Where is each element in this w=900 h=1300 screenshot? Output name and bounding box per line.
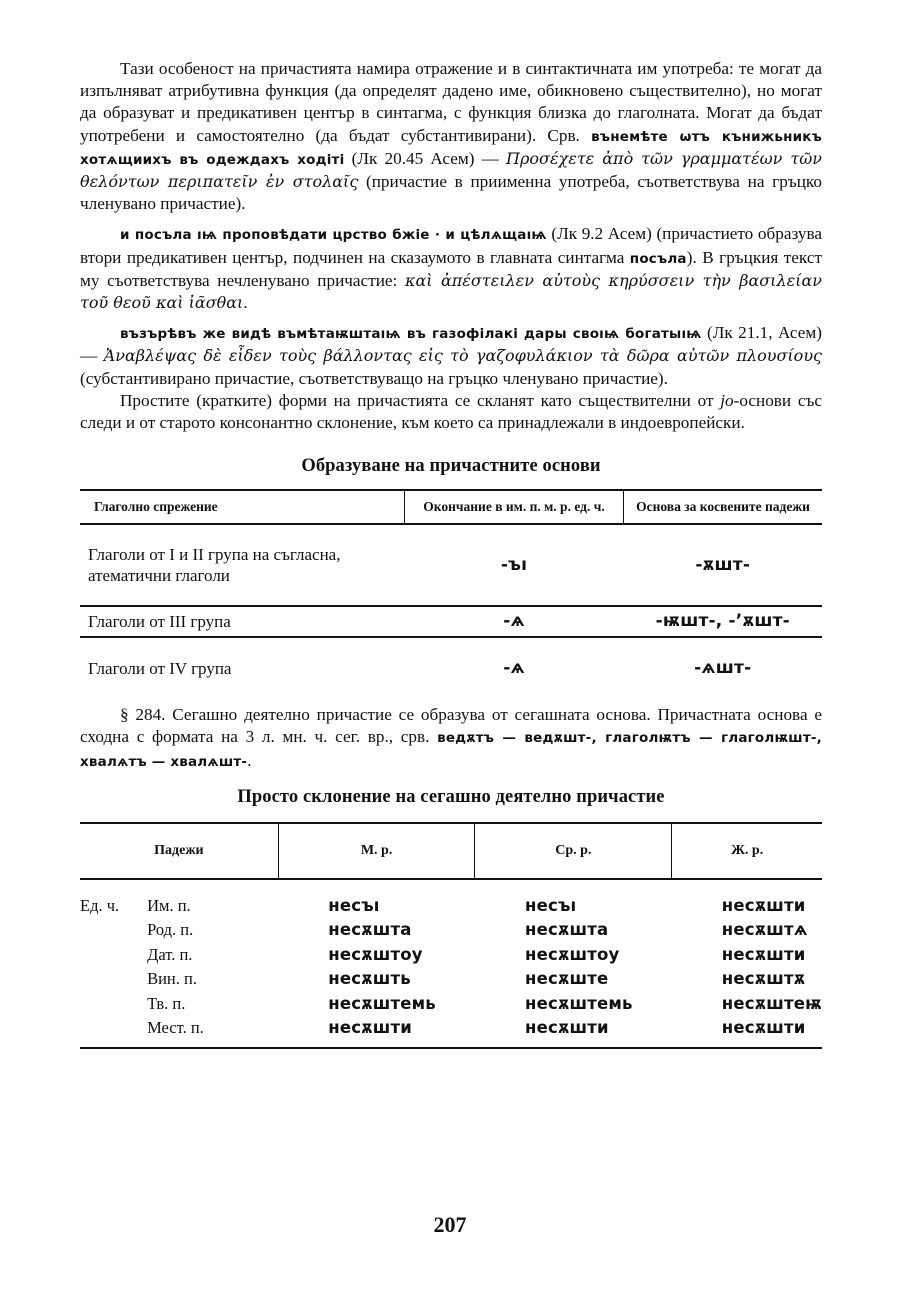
column-header: Основа за косвените падежи [624, 490, 823, 524]
paragraph-participle-syntax [80, 58, 822, 215]
cell-conjugation: Глаголи от IV група [88, 658, 232, 678]
reference: (Лк 9.2 Асем) (причастието образува втори предикативен център, подчинен на сказаумото в главната синтагма [80, 224, 822, 267]
neuter-form: несѫштемь [524, 993, 633, 1013]
page-number: 207 [433, 1212, 467, 1237]
neuter-form: несѫшти [475, 1016, 672, 1048]
feminine-form: несѫшти [672, 1016, 822, 1048]
declension-body [80, 879, 822, 1048]
table-row [80, 943, 822, 968]
number-label [80, 1016, 147, 1048]
paragraph-tail: (субстантивирано причастие, съответствуващо на гръцко членувано причастие). [80, 368, 668, 388]
neuter-form: несѫште [524, 969, 609, 989]
column-header: М. р. [278, 823, 475, 879]
case-label: Тв. п. [147, 993, 186, 1013]
paragraph-text: Простите (кратките) форми на причастията се скланят като съществителни от [120, 390, 721, 410]
feminine-form: несѫшти [721, 895, 806, 915]
masculine-form: несѫшти [278, 1016, 475, 1048]
cell-ending: -ъı [500, 554, 528, 575]
paragraph-short-forms [80, 390, 822, 434]
column-header: Окончание в им. п. м. р. ед. ч. [405, 490, 624, 524]
italic-term: jo [720, 390, 734, 410]
greek-quote: καὶ ἀπέστειλεν αὐτοὺς κηρύσσειν τὴν βασιλείαν τοῦ θεοῦ καὶ ἰᾶσθαι [80, 270, 822, 313]
paragraph-text: § 284. Сегашно деятелно причастие се образува от сегашната основа. Причастната основа е сходна с формата на 3 л. мн. ч. сег. вр., срв. [80, 705, 822, 747]
declension-table [80, 822, 822, 1049]
reference: (Лк 21.1, Асем) — [80, 323, 822, 366]
greek-quote: Ἀναβλέψας δὲ εἶδεν τοὺς βάλλοντας εἰς τὸ γαζοφυλάκιον τὰ δῶρα αὐτῶν πλουσίους [103, 346, 823, 366]
feminine-form: несѫшти [721, 944, 806, 964]
paragraph-tail: . [247, 750, 252, 770]
greek-quote: Προσέχετε ἀπὸ τῶν γραμματέων τῶν θελόντων περιπατεῖν ἐν στολαῖς [80, 148, 822, 192]
paragraph-example-luke-21 [80, 322, 822, 390]
case-label: Дат. п. [147, 944, 193, 964]
table-header-row [80, 823, 822, 879]
cell-stem: -ѭшт-, -’ѫшт- [624, 606, 823, 637]
cell-conjugation: Глаголи от III група [80, 606, 405, 637]
table-row [80, 879, 822, 919]
paragraph-example-luke-9 [80, 223, 822, 314]
old-slavonic-word: посъла [629, 250, 687, 267]
old-slavonic-quote: възърѣвъ же видѣ въмѣтаѭштаıѩ въ газофілакі дары своıѩ богатыıѩ [120, 326, 702, 343]
cell-ending: -ѧ [503, 657, 525, 678]
paragraph-tail: (причастие в приименна употреба, съответствува на гръцко членувано причастие). [80, 172, 822, 214]
case-label: Род. п. [147, 920, 194, 940]
table-row [80, 967, 822, 992]
number-label [80, 992, 147, 1017]
paragraph-section-284 [80, 704, 822, 773]
table-row [80, 918, 822, 943]
number-label [80, 967, 147, 992]
participle-stems-table [80, 489, 822, 698]
cell-stem: -ѫшт- [695, 554, 751, 575]
feminine-form: несѫштеѭ [721, 993, 822, 1013]
masculine-form: несѫштемь [328, 993, 436, 1013]
column-header: Падежи [80, 823, 278, 879]
cell-stem: -ѧшт- [694, 657, 752, 678]
neuter-form: несъı [524, 895, 577, 915]
case-label: Мест. п. [147, 1016, 278, 1048]
column-header: Ж. р. [672, 823, 822, 879]
table-row [80, 992, 822, 1017]
paragraph-text: ). В гръцкия текст му съответствува нечленувано причастие: [80, 247, 822, 290]
paragraph-text: Тази особеност на причастията намира отражение и в синтактичната им употреба: те могат да изпълняват атрибутивна функция (да определят дадено име, обикновено съществително), но могат да образуват и предикативен център в синтагма, с функция близка до глаголната. Могат да бъдат употребени и самостоятелно (да бъдат субстантивирани). Срв. [80, 59, 822, 145]
masculine-form: несѫшть [328, 969, 411, 989]
masculine-form: несѫштоу [328, 944, 423, 964]
neuter-form: несѫшта [524, 920, 609, 940]
number-label [80, 918, 147, 943]
table2-title: Просто склонение на сегашно деятелно причастие [237, 786, 665, 807]
case-label: Вин. п. [147, 969, 197, 989]
paragraph-tail: . [243, 293, 248, 313]
paragraph-text: -основи със следи и от старото консонантно склонение, към което са принадлежали в индоевропейски. [80, 390, 822, 433]
number-label: Ед. ч. [80, 895, 120, 915]
book-page [80, 58, 822, 1049]
old-slavonic-quote: вънемѣте ωтъ кънижьникъ хотѧщиихъ въ одеждахъ ходіті [80, 128, 822, 168]
case-label: Им. п. [147, 895, 191, 915]
masculine-form: несъı [328, 895, 380, 915]
old-slavonic-quote: и посъла ıѩ проповѣдати црство бжіе · и цѣлѧщаıѩ [120, 227, 547, 244]
column-header: Глаголно спрежение [80, 490, 405, 524]
feminine-form: несѫштѫ [721, 969, 806, 989]
table1-title: Образуване на причастните основи [301, 456, 601, 477]
table-row [80, 524, 822, 606]
reference: (Лк 20.45 Асем) — [344, 148, 507, 168]
cell-ending: -ѧ [405, 606, 624, 637]
table-row [80, 637, 822, 698]
neuter-form: несѫштоу [524, 944, 620, 964]
number-label [80, 943, 147, 968]
feminine-form: несѫштѧ [721, 920, 808, 940]
cell-conjugation: Глаголи от I и II група на съгласна, атематични глаголи [88, 545, 341, 586]
old-slavonic-examples: ведѫтъ — ведѫшт-, глаголѭтъ — глаголѭшт-, хвалѧтъ — хвалѧшт- [80, 730, 822, 770]
masculine-form: несѫшта [328, 920, 412, 940]
column-header: Ср. р. [475, 823, 672, 879]
table-header-row [80, 490, 822, 524]
table-row [80, 606, 822, 637]
table-row [80, 1016, 822, 1048]
